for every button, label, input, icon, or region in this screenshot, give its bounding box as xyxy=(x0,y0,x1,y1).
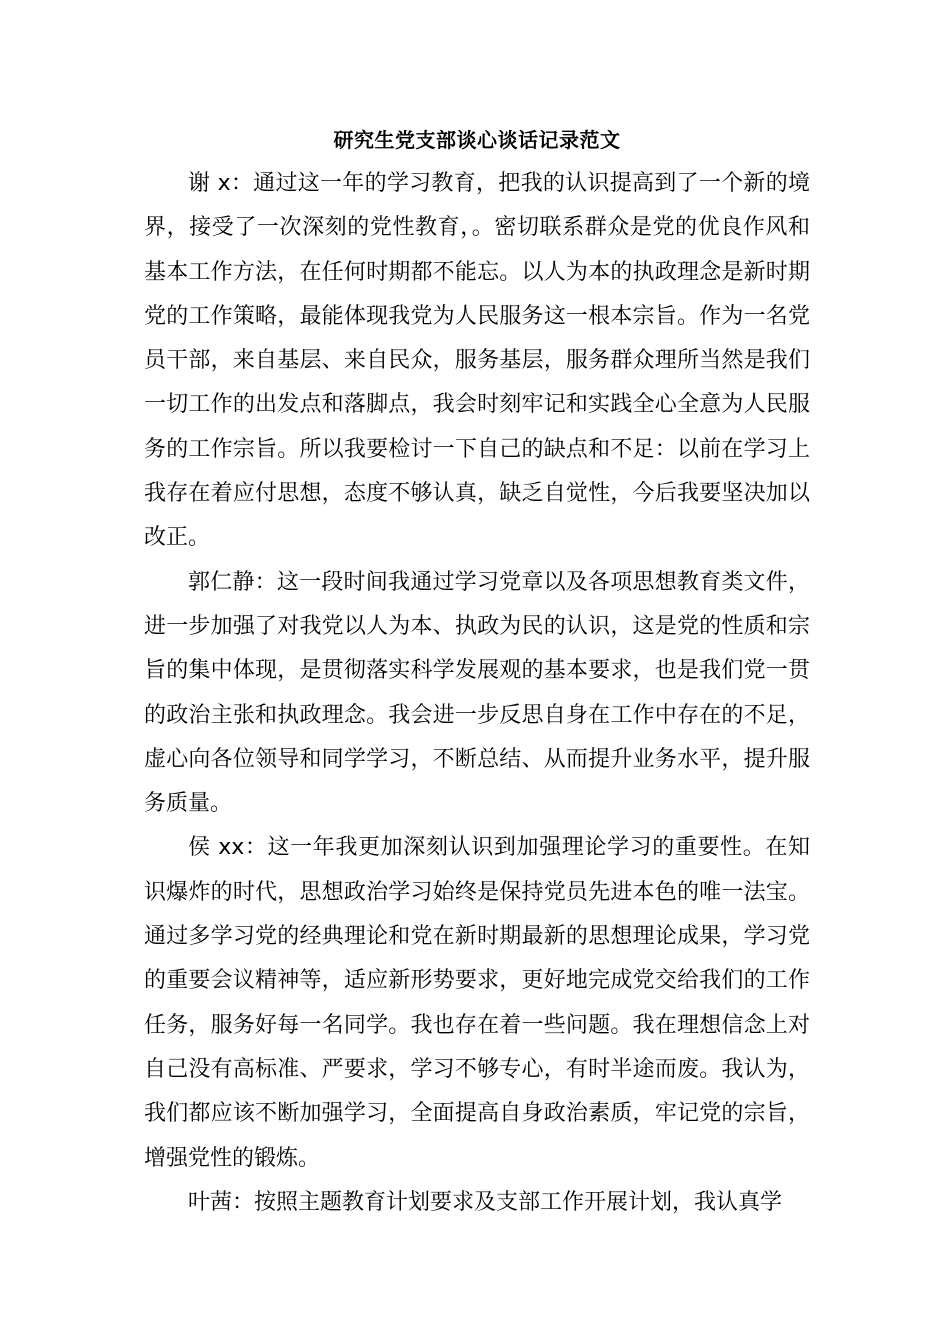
paragraph-hou: 侯 xx：这一年我更加深刻认识到加强理论学习的重要性。在知识爆炸的时代，思想政治学习始终是保持党员先进本色的唯一法宝。通过多学习党的经典理论和党在新时期最新的思想理论成果，学习党的重要会议精神等，适应新形势要求，更好地完成党交给我们的工作任务，服务好每一名同学。我也存在着一些问题。我在理想信念上对自己没有高标准、严要求，学习不够专心，有时半途而废。我认为，我们都应该不断加强学习，全面提高自身政治素质，牢记党的宗旨，增强党性的锻炼。 xyxy=(144,835,810,1171)
document-page xyxy=(144,118,810,1225)
paragraph-guo: 郭仁静：这一段时间我通过学习党章以及各项思想教育类文件，进一步加强了对我党以人为本、执政为民的认识，这是党的性质和宗旨的集中体现，是贯彻落实科学发展观的基本要求，也是我们党一贯的政治主张和执政理念。我会进一步反思自身在工作中存在的不足，虚心向各位领导和同学学习，不断总结、从而提升业务水平，提升服务质量。 xyxy=(144,569,810,817)
document-title: 研究生党支部谈心谈话记录范文 xyxy=(333,128,621,152)
paragraph-ye: 叶茜：按照主题教育计划要求及支部工作开展计划，我认真学 xyxy=(188,1189,783,1215)
paragraph-xie: 谢 x：通过这一年的学习教育，把我的认识提高到了一个新的境界，接受了一次深刻的党性教育，。密切联系群众是党的优良作风和基本工作方法，在任何时期都不能忘。以人为本的执政理念是新时期党的工作策略，最能体现我党为人民服务这一根本宗旨。作为一名党员干部，来自基层、来自民众，服务基层，服务群众理所当然是我们一切工作的出发点和落脚点，我会时刻牢记和实践全心全意为人民服务的工作宗旨。所以我要检讨一下自己的缺点和不足：以前在学习上我存在着应付思想，态度不够认真，缺乏自觉性，今后我要坚决加以改正。 xyxy=(144,171,810,551)
